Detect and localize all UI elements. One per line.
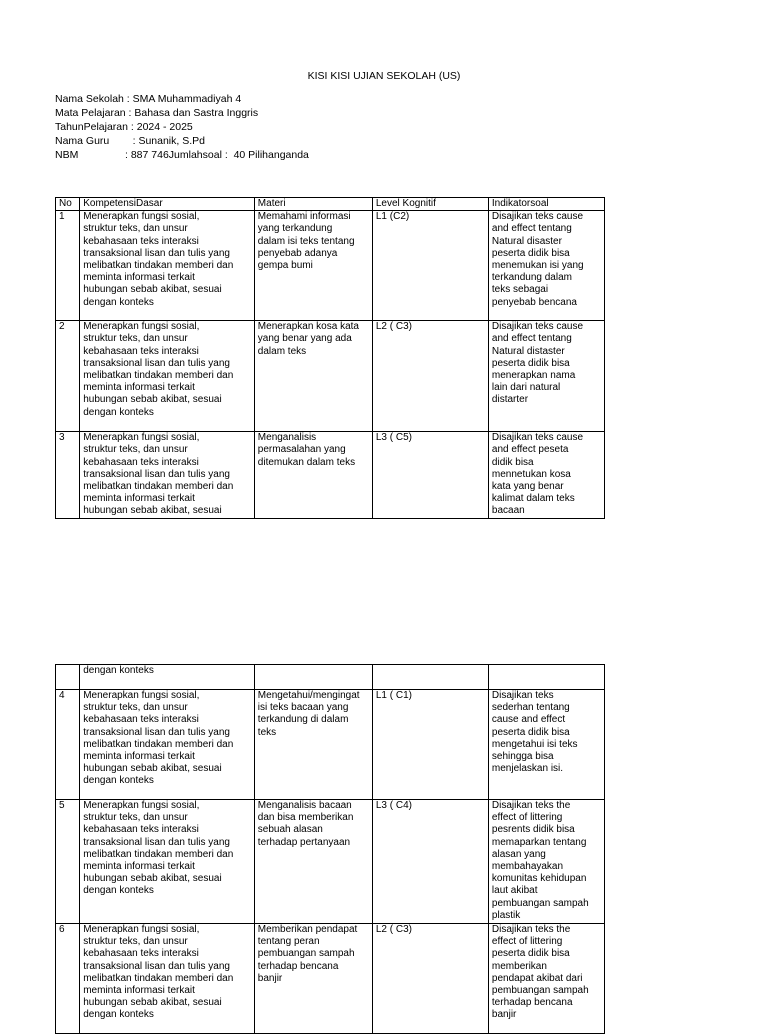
table-row xyxy=(56,800,605,924)
info-year: TahunPelajaran : 2024 - 2025 xyxy=(55,121,193,133)
cell-kompetensi-dasar: Menerapkan fungsi sosial, struktur teks, dan unsur kebahasaan teks interaksi transaksional lisan dan tulis yang melibatkan tindakan memberi dan meminta informasi terkait hubungan sebab akibat, sesuai dengan konteks xyxy=(80,800,255,924)
cell-no: 1 xyxy=(56,211,80,321)
table-header-row xyxy=(56,198,605,211)
table-row xyxy=(56,321,605,432)
table-row xyxy=(56,211,605,321)
cell-level: L2 ( C3) xyxy=(372,321,488,432)
cell-indikator: Disajikan teks cause and effect peseta didik bisa mennetukan kosa kata yang benar kalimat dalam teks bacaan xyxy=(488,432,604,518)
document-title: KISI KISI UJIAN SEKOLAH (US) xyxy=(307,70,461,82)
cell-kompetensi-dasar: Menerapkan fungsi sosial, struktur teks, dan unsur kebahasaan teks interaksi transaksional lisan dan tulis yang melibatkan tindakan memberi dan meminta informasi terkait hubungan sebab akibat, sesuai dengan konteks xyxy=(80,690,255,800)
cell-kompetensi-dasar: Menerapkan fungsi sosial, struktur teks, dan unsur kebahasaan teks interaksi transaksional lisan dan tulis yang melibatkan tindakan memberi dan meminta informasi terkait hubungan sebab akibat, sesuai dengan konteks xyxy=(80,321,255,432)
info-teacher: Nama Guru : Sunanik, S.Pd xyxy=(55,135,205,147)
cell-indikator: Disajikan teks the effect of littering pesrents didik bisa memaparkan tentang alasan yang membahayakan komunitas kehidupan laut akibat pembuangan sampah plastik xyxy=(488,800,604,924)
kisi-table-part1 xyxy=(55,197,605,519)
info-nbm: NBM : 887 746Jumlahsoal : 40 Pilihanganda xyxy=(55,149,309,161)
info-subject: Mata Pelajaran : Bahasa dan Sastra Inggris xyxy=(55,107,259,119)
info-school: Nama Sekolah : SMA Muhammadiyah 4 xyxy=(55,93,242,105)
cell-kompetensi-dasar-continued: dengan konteks xyxy=(80,665,255,690)
kisi-table-part2 xyxy=(55,664,605,1034)
header-indikator-soal: Indikatorsoal xyxy=(488,198,604,211)
cell-no: 6 xyxy=(56,924,80,1034)
cell-indikator: Disajikan teks cause and effect tentang Natural distaster peserta didik bisa menerapkan nama lain dari natural distarter xyxy=(488,321,604,432)
cell-materi: Memahami informasi yang terkandung dalam isi teks tentang penyebab adanya gempa bumi xyxy=(254,211,372,321)
cell-kompetensi-dasar: Menerapkan fungsi sosial, struktur teks, dan unsur kebahasaan teks interaksi transaksional lisan dan tulis yang melibatkan tindakan memberi dan meminta informasi terkait hubungan sebab akibat, sesuai dengan konteks xyxy=(80,211,255,321)
cell-level: L2 ( C3) xyxy=(372,924,488,1034)
cell-materi: Menganalisis bacaan dan bisa memberikan sebuah alasan terhadap pertanyaan xyxy=(254,800,372,924)
cell-materi: Menganalisis permasalahan yang ditemukan dalam teks xyxy=(254,432,372,518)
header-kompetensi-dasar: KompetensiDasar xyxy=(80,198,255,211)
table-row xyxy=(56,690,605,800)
cell-materi: Menerapkan kosa kata yang benar yang ada dalam teks xyxy=(254,321,372,432)
table-row xyxy=(56,924,605,1034)
cell-indikator: Disajikan teks cause and effect tentang Natural disaster peserta didik bisa menemukan isi yang terkandung dalam teks sebagai penyebab bencana xyxy=(488,211,604,321)
header-materi: Materi xyxy=(254,198,372,211)
header-level-kognitif: Level Kognitif xyxy=(372,198,488,211)
table-row-continuation xyxy=(56,665,605,690)
cell-level: L1 (C2) xyxy=(372,211,488,321)
cell-kompetensi-dasar: Menerapkan fungsi sosial, struktur teks, dan unsur kebahasaan teks interaksi transaksional lisan dan tulis yang melibatkan tindakan memberi dan meminta informasi terkait hubungan sebab akibat, sesuai xyxy=(80,432,255,518)
cell-materi: Mengetahui/mengingat isi teks bacaan yang terkandung di dalam teks xyxy=(254,690,372,800)
cell-no: 4 xyxy=(56,690,80,800)
cell-indikator: Disajikan teks sederhan tentang cause and effect peserta didik bisa mengetahui isi teks sehingga bisa menjelaskan isi. xyxy=(488,690,604,800)
cell-level: L1 ( C1) xyxy=(372,690,488,800)
table-row xyxy=(56,432,605,518)
header-no: No xyxy=(56,198,80,211)
cell-indikator: Disajikan teks the effect of littering peserta didik bisa memberikan pendapat akibat dari pembuangan sampah terhadap bencana banjir xyxy=(488,924,604,1034)
cell-kompetensi-dasar: Menerapkan fungsi sosial, struktur teks, dan unsur kebahasaan teks interaksi transaksional lisan dan tulis yang melibatkan tindakan memberi dan meminta informasi terkait hubungan sebab akibat, sesuai dengan konteks xyxy=(80,924,255,1034)
cell-no: 3 xyxy=(56,432,80,518)
cell-materi: Memberikan pendapat tentang peran pembuangan sampah terhadap bencana banjir xyxy=(254,924,372,1034)
cell-level: L3 ( C4) xyxy=(372,800,488,924)
cell-no: 5 xyxy=(56,800,80,924)
cell-no: 2 xyxy=(56,321,80,432)
cell-level: L3 ( C5) xyxy=(372,432,488,518)
